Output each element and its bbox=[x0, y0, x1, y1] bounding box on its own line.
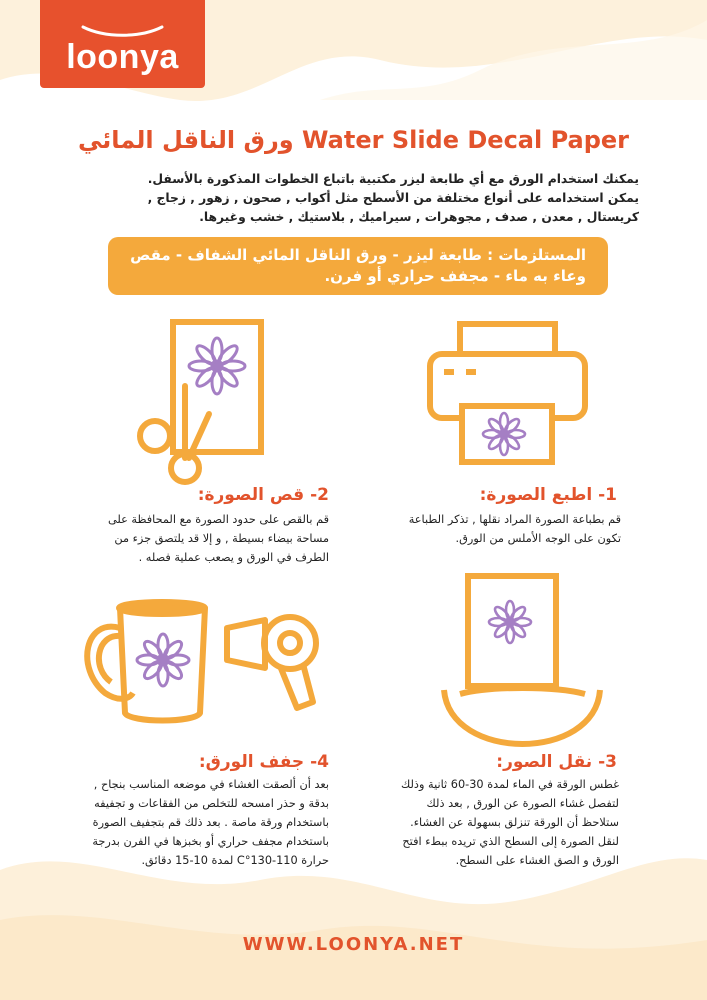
flower-icon bbox=[137, 634, 189, 686]
logo-text: loonya bbox=[66, 38, 179, 76]
requirements-line: المستلزمات : طابعة ليزر - ورق الناقل المائي الشفاف - مقص bbox=[130, 246, 586, 264]
printer-icon bbox=[420, 318, 595, 468]
step-3-text: غطس الورقة في الماء لمدة 30-60 ثانية وذلك لتفصل غشاء الصورة عن الورق , بعد ذلك ستلاحظ أن الورقة تنزلق بسهولة عن الغشاء. لنقل الصورة إلى السطح الذي تريده ببطء افتح الورق و الصق الغشاء على السطح. bbox=[400, 778, 619, 867]
intro-line: يمكنك استخدام الورق مع أي طابعة ليزر مكتبية باتباع الخطوات المذكورة بالأسفل. bbox=[147, 172, 639, 186]
logo-smile-icon bbox=[80, 24, 165, 38]
mug-icon bbox=[75, 598, 335, 738]
intro-text bbox=[79, 170, 639, 227]
step-2-text: قم بالقص على حدود الصورة مع المحافظة على مساحة بيضاء بسيطة , و إلا قد يلتصق جزء من الطرف في الورق و يصعب عملية فصله . bbox=[107, 513, 329, 564]
hair-dryer-icon bbox=[227, 617, 316, 708]
brand-logo[interactable] bbox=[40, 0, 205, 88]
website-link[interactable]: WWW.LOONYA.NET bbox=[242, 934, 465, 955]
intro-line: كريستال , معدن , صدف , مجوهرات , سيراميك , بلاستيك , خشب وغيرها. bbox=[199, 210, 639, 224]
water-bowl-icon bbox=[440, 572, 605, 747]
step-2-title: 2- قص الصورة: bbox=[197, 485, 329, 505]
flower-icon bbox=[489, 601, 531, 643]
step-4-title: 4- جفف الورق: bbox=[198, 752, 329, 772]
requirements-banner bbox=[108, 237, 608, 295]
step-4-text: بعد أن ألصقت الغشاء في موضعه المناسب بنجاح , بدقة و حذر امسحه للتخلص من الفقاعات و تجفيفه باستخدام ورقة ماصة . بعد ذلك قم بتجفيف الصورة باستخدام مجفف حراري أو بخبزها في الفرن بدرجة حرارة 110-130°C لمدة 10-15 دقائق. bbox=[92, 778, 329, 867]
step-1-title: 1- اطبع الصورة: bbox=[479, 485, 617, 505]
requirements-line: وعاء به ماء - مجفف حراري أو فرن. bbox=[324, 267, 586, 285]
flower-icon bbox=[189, 338, 245, 394]
step-3-title: 3- نقل الصور: bbox=[496, 752, 617, 772]
intro-line: يمكن استخدامه على أنواع مختلفة من الأسطح مثل أكواب , صحون , زهور , زجاج , bbox=[147, 191, 639, 205]
page-title: ورق الناقل المائي Water Slide Decal Paper bbox=[77, 126, 629, 154]
step-1-text: قم بطباعة الصورة المراد نقلها , تذكر الطباعة تكون على الوجه الأملس من الورق. bbox=[408, 513, 621, 545]
scissors-icon bbox=[125, 318, 295, 488]
